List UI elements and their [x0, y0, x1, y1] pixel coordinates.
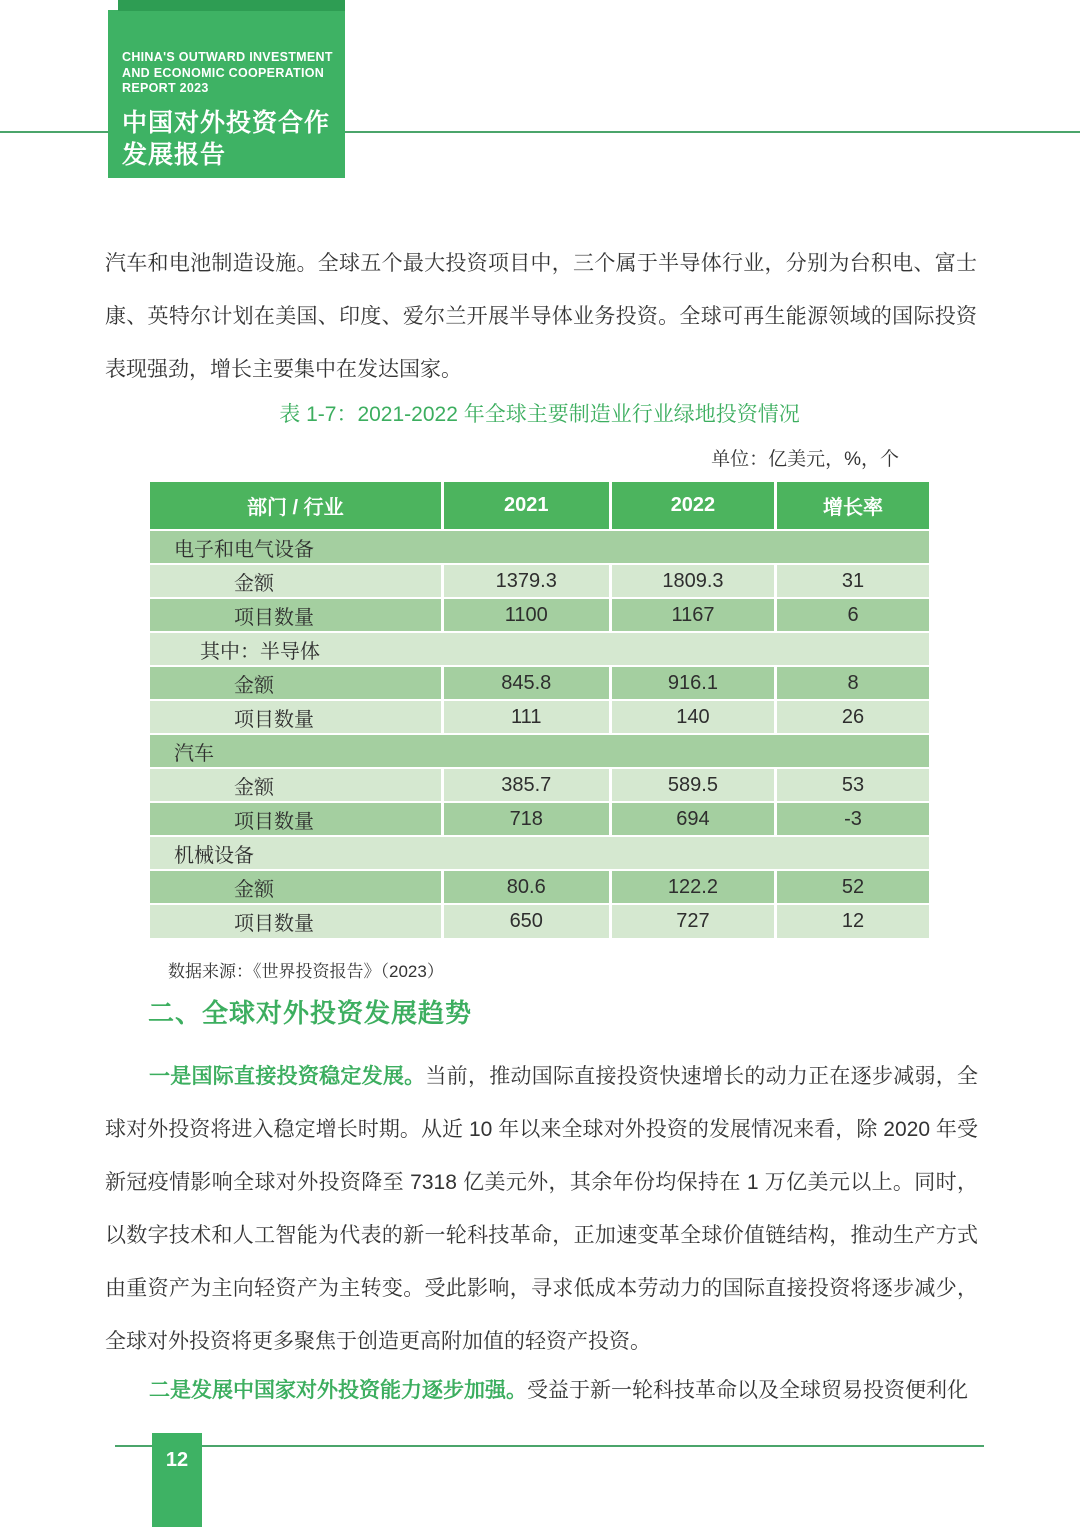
- value-2022: 1167: [610, 598, 775, 632]
- value-2021: 845.8: [442, 666, 610, 700]
- value-growth: 6: [776, 598, 929, 632]
- value-growth: 52: [776, 870, 929, 904]
- page-number: 12: [165, 1449, 189, 1471]
- data-row: [150, 666, 929, 700]
- value-growth: 8: [776, 666, 929, 700]
- value-growth: 31: [776, 564, 929, 598]
- data-row: [150, 802, 929, 836]
- brand-chinese-line2: 发展报告: [122, 140, 227, 169]
- col-header-2021: 2021: [442, 482, 610, 530]
- col-header-2022: 2022: [610, 482, 775, 530]
- trend-paragraph-2: [105, 1364, 978, 1417]
- value-2021: 80.6: [442, 870, 610, 904]
- col-header-growth: 增长率: [776, 482, 929, 530]
- brand-chinese-title: [122, 107, 337, 171]
- value-growth: -3: [776, 802, 929, 836]
- value-2022: 140: [610, 700, 775, 734]
- brand-year: 2023: [122, 171, 214, 211]
- row-label: 项目数量: [234, 708, 314, 731]
- table-unit-note: 单位：亿美元，%，个: [711, 449, 899, 470]
- section-row: [150, 836, 929, 870]
- row-label: 金额: [234, 572, 274, 595]
- brand-english-title: [122, 50, 337, 97]
- paragraph-body: 当前，推动国际直接投资快速增长的动力正在逐步减弱，全球对外投资将进入稳定增长时期。从近 10 年以来全球对外投资的发展情况来看，除 2020 年受新冠疫情影响全球对外投资降至 7318 亿美元外，其余年份均保持在 1 万亿美元以上。同时，以数字技术和人工智能为代表的新一轮科技革命，正加速变革全球价值链结构，推动生产方式由重资产为主向轻资产为主转变。受此影响，寻求低成本劳动力的国际直接投资将逐步减少，全球对外投资将更多聚焦于创造更高附加值的轻资产投资。: [105, 1065, 978, 1353]
- value-growth: 26: [776, 700, 929, 734]
- col-header-sector: 部门 / 行业: [150, 482, 442, 530]
- paragraph-lead: 二是发展中国家对外投资能力逐步加强。: [149, 1379, 527, 1402]
- brand-chinese-line1: 中国对外投资合作: [122, 108, 331, 137]
- section-label: 机械设备: [174, 844, 254, 867]
- section-row: [150, 734, 929, 768]
- value-2021: 650: [442, 904, 610, 938]
- paragraph-body: 受益于新一轮科技革命以及全球贸易投资便利化: [527, 1379, 968, 1402]
- row-label: 金额: [234, 776, 274, 799]
- section-row: [150, 530, 929, 564]
- data-row: [150, 870, 929, 904]
- value-2022: 727: [610, 904, 775, 938]
- value-2022: 916.1: [610, 666, 775, 700]
- brand-english-line3: REPORT 2023: [122, 81, 209, 95]
- value-2022: 589.5: [610, 768, 775, 802]
- data-row: [150, 700, 929, 734]
- data-source-note: 数据来源：《世界投资报告》（2023）: [168, 962, 444, 981]
- section-row: [150, 632, 929, 666]
- row-label: 金额: [234, 674, 274, 697]
- value-2022: 1809.3: [610, 564, 775, 598]
- greenfield-investment-table: [150, 482, 929, 938]
- value-2021: 111: [442, 700, 610, 734]
- data-row: [150, 768, 929, 802]
- row-label: 金额: [234, 878, 274, 901]
- section-heading: 二、全球对外投资发展趋势: [148, 998, 473, 1028]
- section-label: 汽车: [174, 742, 214, 765]
- brand-english-line2: AND ECONOMIC COOPERATION: [122, 65, 325, 80]
- row-label: 项目数量: [234, 606, 314, 629]
- data-row: [150, 598, 929, 632]
- trend-paragraph-1: [105, 1050, 978, 1368]
- value-2021: 385.7: [442, 768, 610, 802]
- row-label: 项目数量: [234, 913, 314, 935]
- brand-accent-strip: [118, 0, 345, 11]
- row-label: 项目数量: [234, 810, 314, 833]
- brand-english-line1: CHINA'S OUTWARD INVESTMENT: [122, 50, 333, 64]
- data-row: [150, 564, 929, 598]
- intro-paragraph: 汽车和电池制造设施。全球五个最大投资项目中，三个属于半导体行业，分别为台积电、富士康、英特尔计划在美国、印度、爱尔兰开展半导体业务投资。全球可再生能源领域的国际投资表现强劲，增长主要集中在发达国家。: [105, 252, 977, 381]
- table-header-row: [150, 482, 929, 530]
- value-growth: 53: [776, 768, 929, 802]
- value-growth: 12: [776, 904, 929, 938]
- value-2021: 1100: [442, 598, 610, 632]
- section-label: 其中：半导体: [200, 640, 320, 663]
- value-2021: 718: [442, 802, 610, 836]
- value-2021: 1379.3: [442, 564, 610, 598]
- paragraph-lead: 一是国际直接投资稳定发展。: [149, 1065, 426, 1088]
- value-2022: 694: [610, 802, 775, 836]
- footer-rule: [115, 1445, 984, 1447]
- brand-box: [108, 10, 345, 211]
- data-row: [150, 904, 929, 938]
- page-number-badge: [152, 1433, 202, 1527]
- section-label: 电子和电气设备: [174, 538, 314, 561]
- value-2022: 122.2: [610, 870, 775, 904]
- table-title: 表 1-7：2021-2022 年全球主要制造业行业绿地投资情况: [279, 403, 800, 426]
